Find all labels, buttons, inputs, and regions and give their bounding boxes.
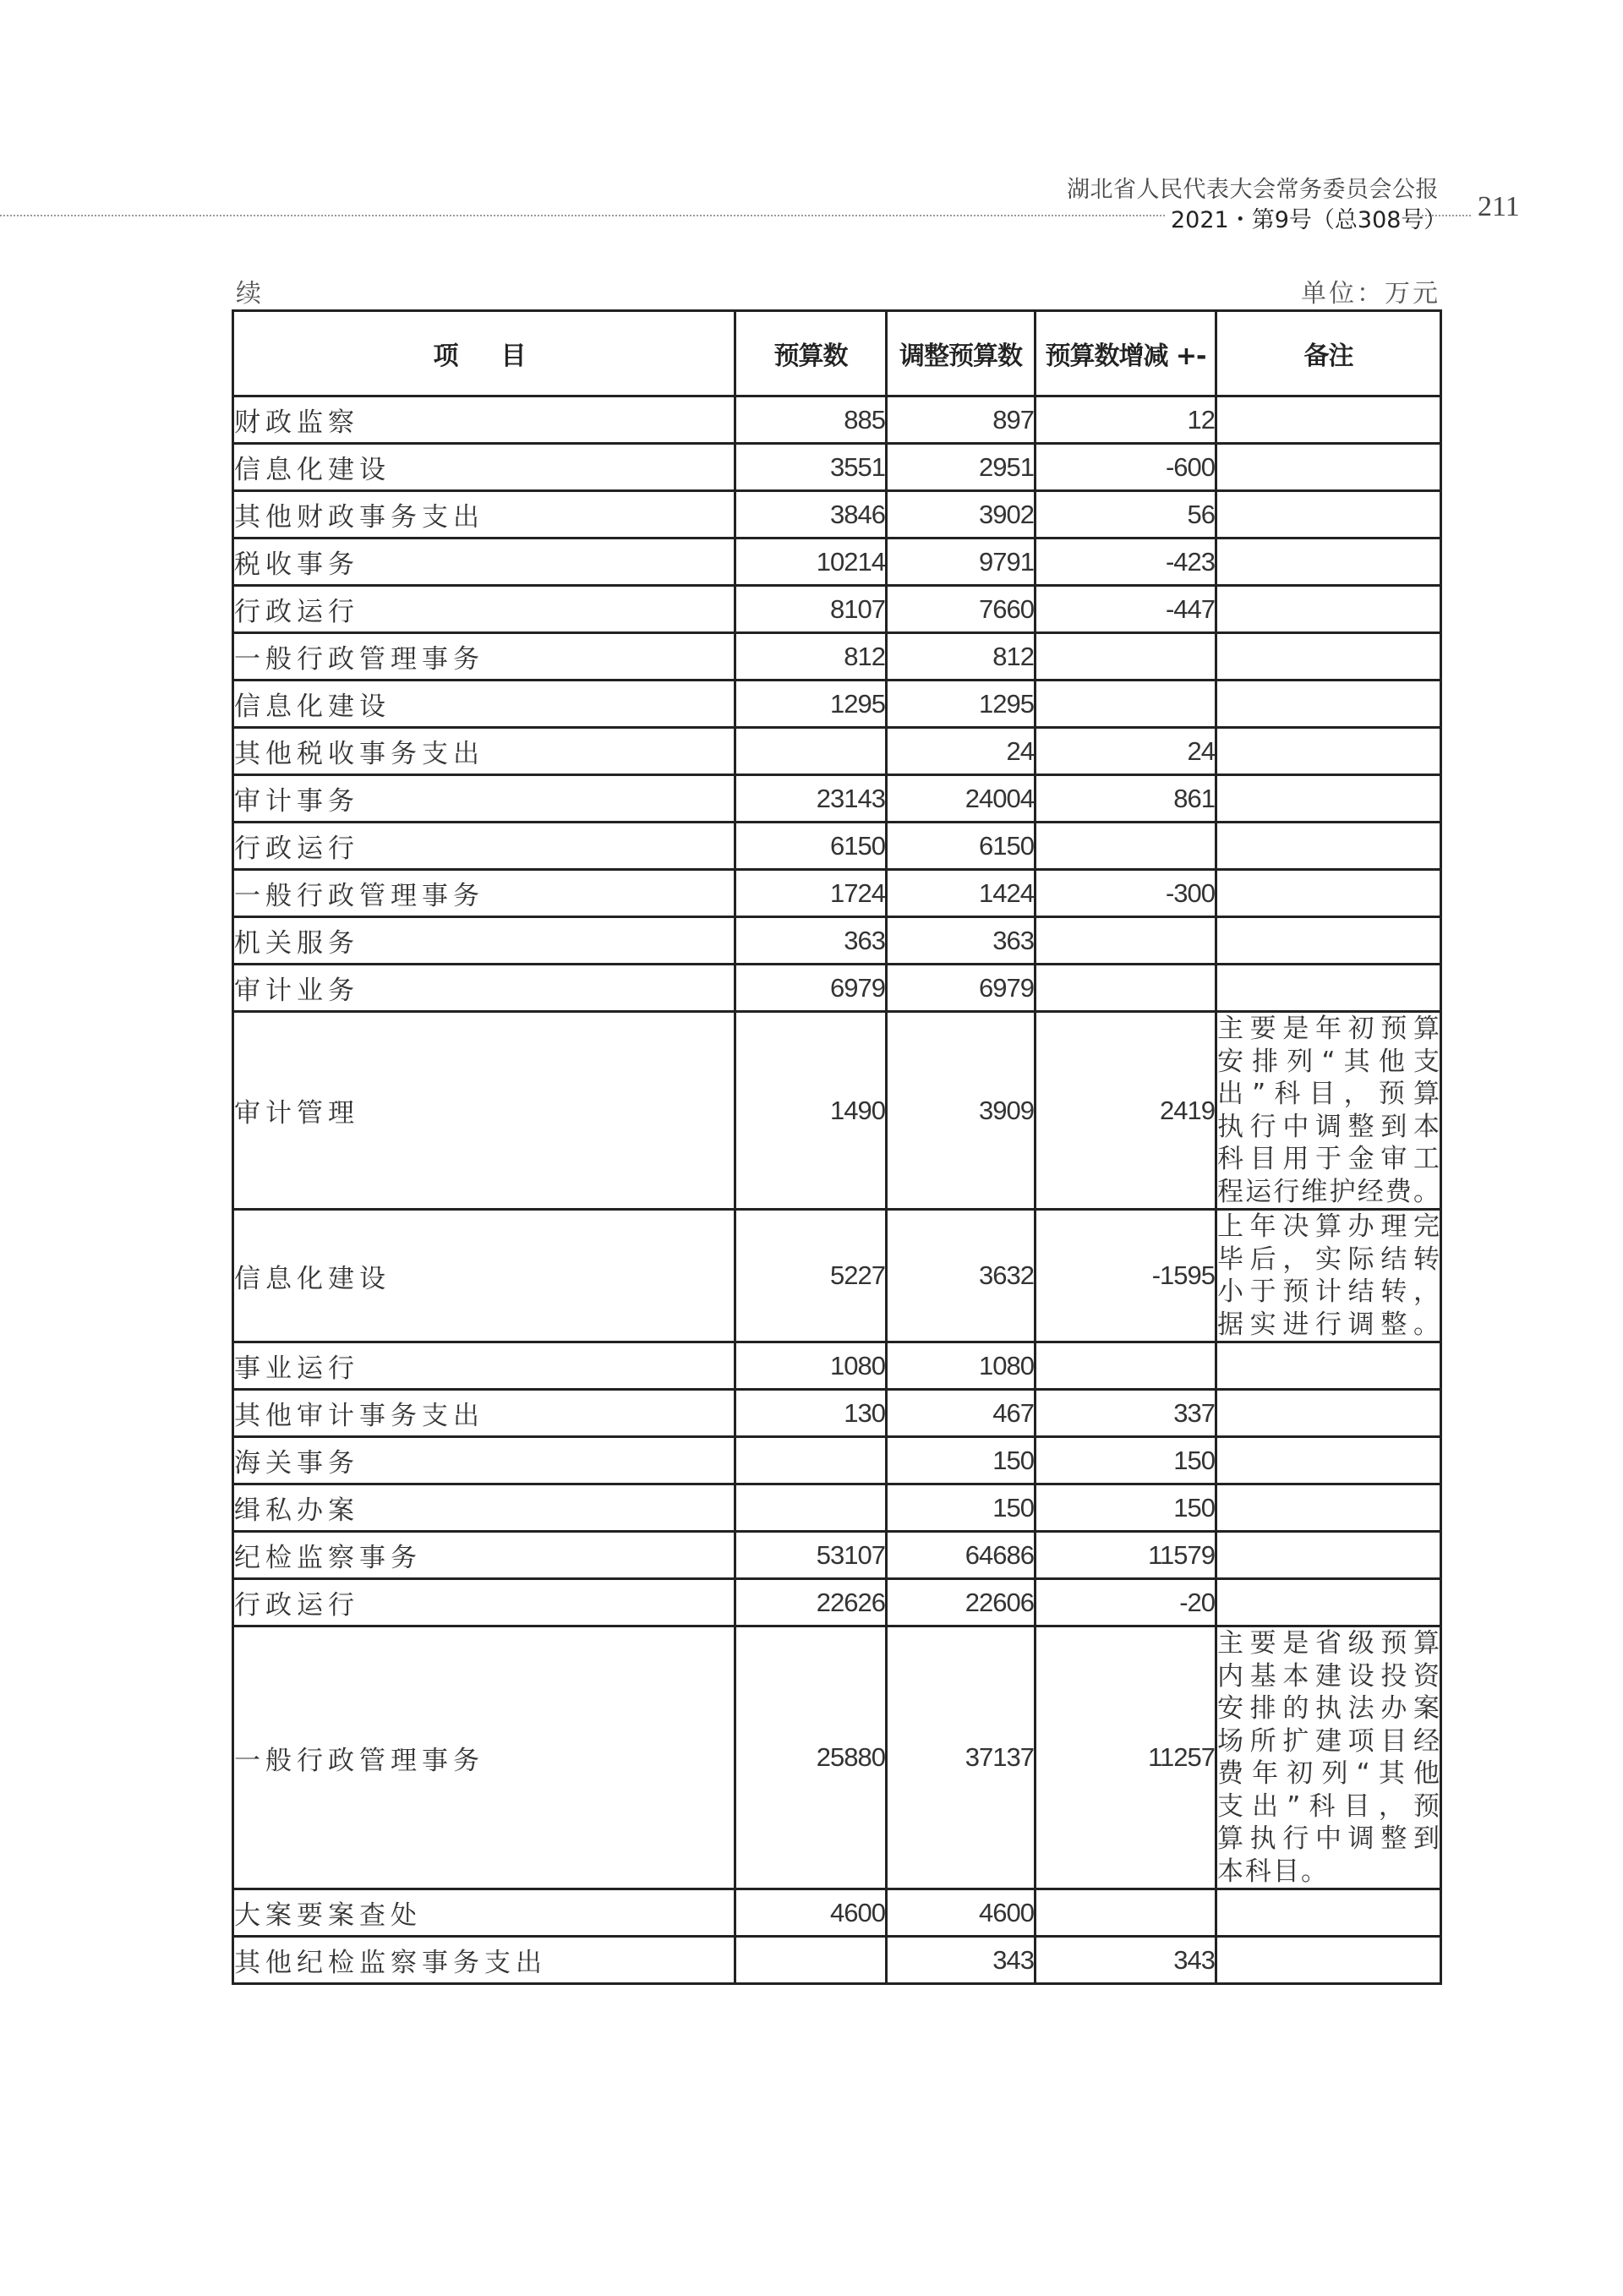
- item-name: 其他财政事务支出: [233, 491, 735, 538]
- item-name: 海关事务: [233, 1437, 735, 1484]
- remark-cell: [1216, 917, 1441, 965]
- value-change: -423: [1036, 538, 1216, 586]
- item-name: 行政运行: [233, 586, 735, 633]
- remark-line: 科目用于金审工: [1217, 1144, 1440, 1174]
- value-adjusted: 897: [887, 396, 1036, 444]
- value-budget: [735, 728, 887, 775]
- remark-line: 安排列“其他支: [1217, 1046, 1440, 1077]
- item-name: 行政运行: [233, 823, 735, 870]
- value-adjusted: 64686: [887, 1532, 1036, 1579]
- value-budget: 130: [735, 1390, 887, 1437]
- table-row: [233, 1012, 1441, 1210]
- value-budget: 6979: [735, 965, 887, 1012]
- item-name: 缉私办案: [233, 1484, 735, 1532]
- value-change: -600: [1036, 444, 1216, 491]
- remark-cell: [1216, 586, 1441, 633]
- value-budget: 363: [735, 917, 887, 965]
- value-change: [1036, 965, 1216, 1012]
- item-name: 其他税收事务支出: [233, 728, 735, 775]
- value-budget: 5227: [735, 1210, 887, 1342]
- table-row: [233, 1484, 1441, 1532]
- remark-line: 小于预计结转，: [1217, 1276, 1440, 1307]
- remark-cell: [1216, 1012, 1441, 1210]
- remark-cell: [1216, 1937, 1441, 1984]
- value-budget: 3846: [735, 491, 887, 538]
- value-adjusted: 3902: [887, 491, 1036, 538]
- remark-cell: [1216, 1342, 1441, 1390]
- value-adjusted: 9791: [887, 538, 1036, 586]
- table-row: [233, 775, 1441, 823]
- table-row: [233, 1937, 1441, 1984]
- remark-cell: [1216, 1437, 1441, 1484]
- table-row: [233, 586, 1441, 633]
- remark-line: 毕后，实际结转: [1217, 1244, 1440, 1275]
- value-change: [1036, 681, 1216, 728]
- table-row: [233, 1342, 1441, 1390]
- value-adjusted: 3909: [887, 1012, 1036, 1210]
- value-adjusted: 7660: [887, 586, 1036, 633]
- remark-line: 程运行维护经费。: [1217, 1176, 1440, 1207]
- remark-line: 内基本建设投资: [1217, 1660, 1440, 1692]
- item-name: 一般行政管理事务: [233, 870, 735, 917]
- page-number: 211: [1478, 191, 1520, 222]
- value-change: 24: [1036, 728, 1216, 775]
- value-adjusted: 812: [887, 633, 1036, 681]
- remark-line: 执行中调整到本: [1217, 1111, 1440, 1142]
- item-name: 纪检监察事务: [233, 1532, 735, 1579]
- table-row: [233, 1437, 1441, 1484]
- table-row: [233, 917, 1441, 965]
- table-row: [233, 444, 1441, 491]
- remark-cell: [1216, 1532, 1441, 1579]
- value-change: 150: [1036, 1437, 1216, 1484]
- value-budget: 53107: [735, 1532, 887, 1579]
- remark-cell: [1216, 728, 1441, 775]
- table-body: [233, 396, 1441, 1984]
- table-row: [233, 633, 1441, 681]
- remark-cell: [1216, 1579, 1441, 1626]
- table-row: [233, 823, 1441, 870]
- remark-line: 本科目。: [1217, 1856, 1329, 1887]
- table-row: [233, 681, 1441, 728]
- remark-cell: [1216, 1626, 1441, 1889]
- remark-cell: [1216, 870, 1441, 917]
- value-budget: 25880: [735, 1626, 887, 1889]
- remark-cell: [1216, 965, 1441, 1012]
- table-row: [233, 396, 1441, 444]
- remark-cell: [1216, 1390, 1441, 1437]
- remark-cell: [1216, 1484, 1441, 1532]
- header-rule-left: [0, 215, 1165, 216]
- value-change: 337: [1036, 1390, 1216, 1437]
- value-budget: 4600: [735, 1889, 887, 1937]
- unit-label: 单位：万元: [1301, 279, 1440, 309]
- value-adjusted: 2951: [887, 444, 1036, 491]
- remark-cell: [1216, 1210, 1441, 1342]
- issue-number: 2021・第9号（总308号）: [1171, 207, 1447, 233]
- value-budget: 812: [735, 633, 887, 681]
- remark-cell: [1216, 681, 1441, 728]
- value-change: 11257: [1036, 1626, 1216, 1889]
- value-adjusted: 6150: [887, 823, 1036, 870]
- remark-cell: [1216, 775, 1441, 823]
- value-budget: 6150: [735, 823, 887, 870]
- value-adjusted: 1080: [887, 1342, 1036, 1390]
- value-change: 861: [1036, 775, 1216, 823]
- remark-cell: [1216, 633, 1441, 681]
- item-name: 信息化建设: [233, 681, 735, 728]
- remark-line: 据实进行调整。: [1217, 1309, 1440, 1340]
- table-row: [233, 1210, 1441, 1342]
- remark-cell: [1216, 1889, 1441, 1937]
- value-adjusted: 150: [887, 1437, 1036, 1484]
- value-change: [1036, 917, 1216, 965]
- column-header-change: 预算数增减 +-: [1036, 311, 1216, 396]
- value-budget: 885: [735, 396, 887, 444]
- value-adjusted: 6979: [887, 965, 1036, 1012]
- value-budget: 1295: [735, 681, 887, 728]
- value-budget: 22626: [735, 1579, 887, 1626]
- remark-line: 主要是年初预算: [1217, 1014, 1440, 1044]
- item-name: 审计管理: [233, 1012, 735, 1210]
- item-name: 事业运行: [233, 1342, 735, 1390]
- remark-cell: [1216, 538, 1441, 586]
- remark-cell: [1216, 491, 1441, 538]
- item-name: 机关服务: [233, 917, 735, 965]
- value-change: 11579: [1036, 1532, 1216, 1579]
- value-adjusted: 24: [887, 728, 1036, 775]
- value-adjusted: 24004: [887, 775, 1036, 823]
- value-budget: [735, 1437, 887, 1484]
- value-budget: 3551: [735, 444, 887, 491]
- value-budget: 1724: [735, 870, 887, 917]
- value-adjusted: 467: [887, 1390, 1036, 1437]
- remark-line: 费年初列“其他: [1217, 1758, 1440, 1789]
- remark-cell: [1216, 396, 1441, 444]
- value-adjusted: 1295: [887, 681, 1036, 728]
- item-name: 其他审计事务支出: [233, 1390, 735, 1437]
- table-header-row: [233, 311, 1441, 396]
- item-name: 审计业务: [233, 965, 735, 1012]
- item-name: 审计事务: [233, 775, 735, 823]
- table-row: [233, 965, 1441, 1012]
- continued-label: 续: [236, 279, 261, 309]
- remark-line: 场所扩建项目经: [1217, 1725, 1440, 1757]
- value-budget: [735, 1484, 887, 1532]
- value-change: -447: [1036, 586, 1216, 633]
- remark-line: 出”科目，预算: [1217, 1079, 1440, 1109]
- table-row: [233, 1626, 1441, 1889]
- value-budget: 23143: [735, 775, 887, 823]
- value-change: [1036, 633, 1216, 681]
- value-budget: 10214: [735, 538, 887, 586]
- table-row: [233, 870, 1441, 917]
- publication-title: 湖北省人民代表大会常务委员会公报: [1067, 177, 1439, 203]
- value-adjusted: 22606: [887, 1579, 1036, 1626]
- value-change: 2419: [1036, 1012, 1216, 1210]
- table-row: [233, 1579, 1441, 1626]
- column-header-budget: 预算数: [735, 311, 887, 396]
- remark-cell: [1216, 823, 1441, 870]
- column-header-remark: 备注: [1216, 311, 1441, 396]
- budget-table: [232, 309, 1442, 1985]
- remark-line: 安排的执法办案: [1217, 1693, 1440, 1724]
- value-change: -1595: [1036, 1210, 1216, 1342]
- value-budget: 8107: [735, 586, 887, 633]
- table-row: [233, 728, 1441, 775]
- value-adjusted: 363: [887, 917, 1036, 965]
- value-adjusted: 37137: [887, 1626, 1036, 1889]
- value-budget: 1080: [735, 1342, 887, 1390]
- value-budget: [735, 1937, 887, 1984]
- value-change: [1036, 1889, 1216, 1937]
- value-adjusted: 3632: [887, 1210, 1036, 1342]
- value-change: [1036, 1342, 1216, 1390]
- item-name: 一般行政管理事务: [233, 633, 735, 681]
- value-change: -300: [1036, 870, 1216, 917]
- remark-cell: [1216, 444, 1441, 491]
- remark-line: 上年决算办理完: [1217, 1211, 1440, 1242]
- value-change: 12: [1036, 396, 1216, 444]
- remark-line: 算执行中调整到: [1217, 1823, 1440, 1854]
- value-adjusted: 343: [887, 1937, 1036, 1984]
- remark-line: 主要是省级预算: [1217, 1628, 1440, 1659]
- table-row: [233, 1532, 1441, 1579]
- value-budget: 1490: [735, 1012, 887, 1210]
- item-name: 一般行政管理事务: [233, 1626, 735, 1889]
- item-name: 税收事务: [233, 538, 735, 586]
- value-change: 56: [1036, 491, 1216, 538]
- item-name: 大案要案查处: [233, 1889, 735, 1937]
- remark-line: 支出”科目，预: [1217, 1790, 1440, 1822]
- table-row: [233, 491, 1441, 538]
- value-adjusted: 4600: [887, 1889, 1036, 1937]
- table-row: [233, 1889, 1441, 1937]
- item-name: 财政监察: [233, 396, 735, 444]
- item-name: 其他纪检监察事务支出: [233, 1937, 735, 1984]
- column-header-item: 项 目: [233, 311, 735, 396]
- value-change: 150: [1036, 1484, 1216, 1532]
- item-name: 行政运行: [233, 1579, 735, 1626]
- table-row: [233, 1390, 1441, 1437]
- value-change: [1036, 823, 1216, 870]
- value-adjusted: 1424: [887, 870, 1036, 917]
- item-name: 信息化建设: [233, 1210, 735, 1342]
- item-name: 信息化建设: [233, 444, 735, 491]
- value-change: 343: [1036, 1937, 1216, 1984]
- value-adjusted: 150: [887, 1484, 1036, 1532]
- value-change: -20: [1036, 1579, 1216, 1626]
- table-row: [233, 538, 1441, 586]
- column-header-adjusted: 调整预算数: [887, 311, 1036, 396]
